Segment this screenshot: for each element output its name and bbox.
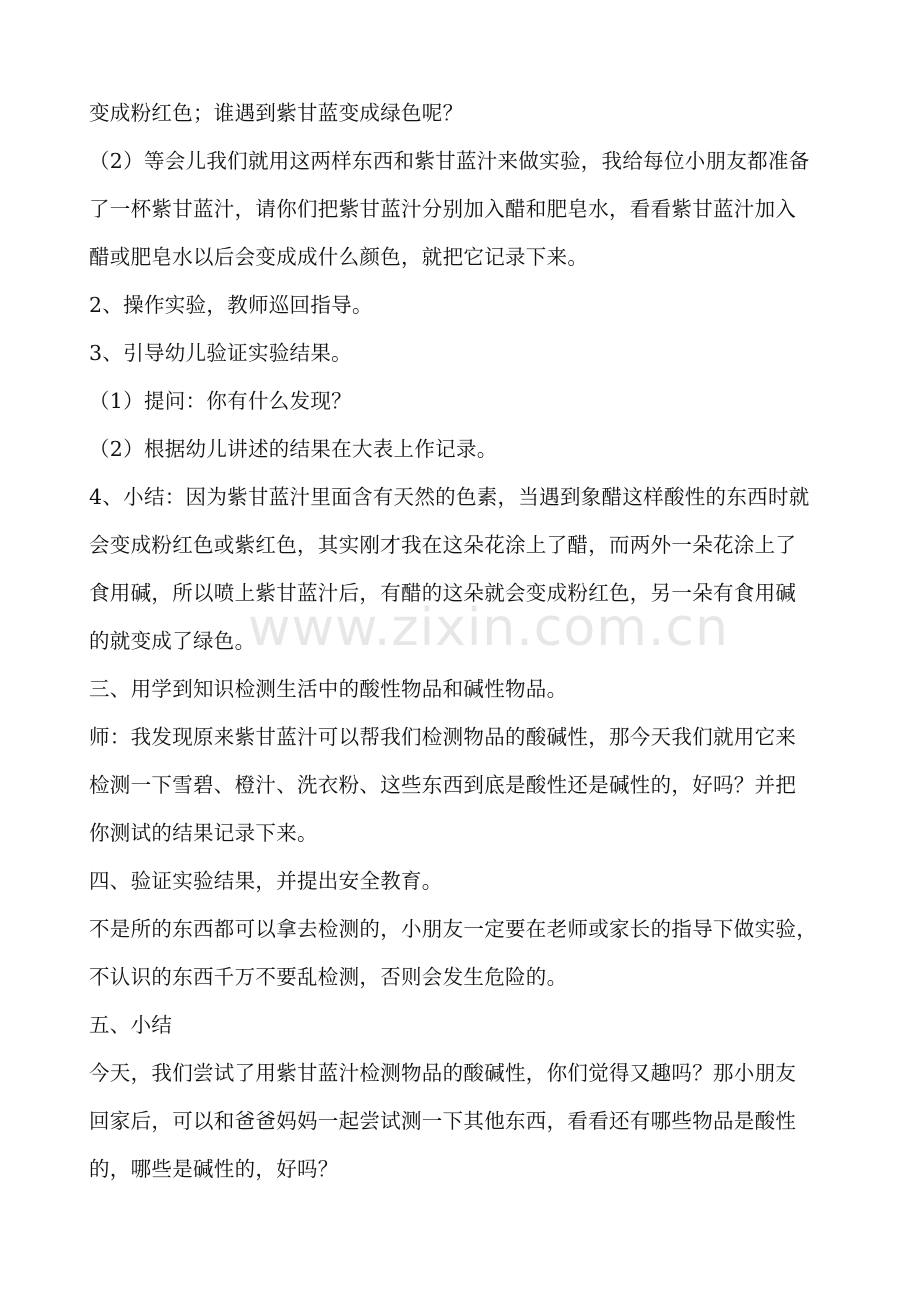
text-line-10: 会变成粉红色或紫红色，其实刚才我在这朵花涂上了醋，而两外一朵花涂上了 [89,533,797,557]
watermark: www.zixin.com.cn [248,598,729,658]
text-line-5: 2、操作实验，教师巡回指导。 [89,293,373,317]
text-line-11: 食用碱，所以喷上紫甘蓝汁后，有醋的这朵就会变成粉红色，另一朵有食用碱 [89,581,797,605]
text-line-20: 五、小结 [89,1013,173,1037]
text-line-16: 你测试的结果记录下来。 [89,821,318,845]
text-line-12: 的就变成了绿色。 [89,629,256,653]
text-line-3: 了一杯紫甘蓝汁，请你们把紫甘蓝汁分别加入醋和肥皂水，看看紫甘蓝汁加入 [89,197,797,221]
text-line-18: 不是所的东西都可以拿去检测的，小朋友一定要在老师或家长的指导下做实验， [89,917,817,941]
text-line-7: （1）提问：你有什么发现？ [89,389,352,413]
text-line-22: 回家后，可以和爸爸妈妈一起尝试测一下其他东西，看看还有哪些物品是酸性 [89,1109,797,1133]
text-line-15: 检测一下雪碧、橙汁、洗衣粉、这些东西到底是酸性还是碱性的，好吗？并把 [89,773,797,797]
text-line-23: 的，哪些是碱性的，好吗？ [89,1157,339,1181]
text-line-19: 不认识的东西千万不要乱检测，否则会发生危险的。 [89,965,568,989]
text-line-8: （2）根据幼儿讲述的结果在大表上作记录。 [89,437,498,461]
text-line-21: 今天，我们尝试了用紫甘蓝汁检测物品的酸碱性，你们觉得又趣吗？那小朋友 [89,1061,797,1085]
text-line-14: 师：我发现原来紫甘蓝汁可以帮我们检测物品的酸碱性，那今天我们就用它来 [89,725,797,749]
text-line-4: 醋或肥皂水以后会变成成什么颜色，就把它记录下来。 [89,245,589,269]
text-line-6: 3、引导幼儿验证实验结果。 [89,341,352,365]
text-line-2: （2）等会儿我们就用这两样东西和紫甘蓝汁来做实验，我给每位小朋友都准备 [89,149,810,173]
text-line-17: 四、验证实验结果，并提出安全教育。 [89,869,443,893]
text-line-9: 4、小结：因为紫甘蓝汁里面含有天然的色素，当遇到象醋这样酸性的东西时就 [89,485,810,509]
text-line-1: 变成粉红色；谁遇到紫甘蓝变成绿色呢？ [89,101,464,125]
text-line-13: 三、用学到知识检测生活中的酸性物品和碱性物品。 [89,677,568,701]
